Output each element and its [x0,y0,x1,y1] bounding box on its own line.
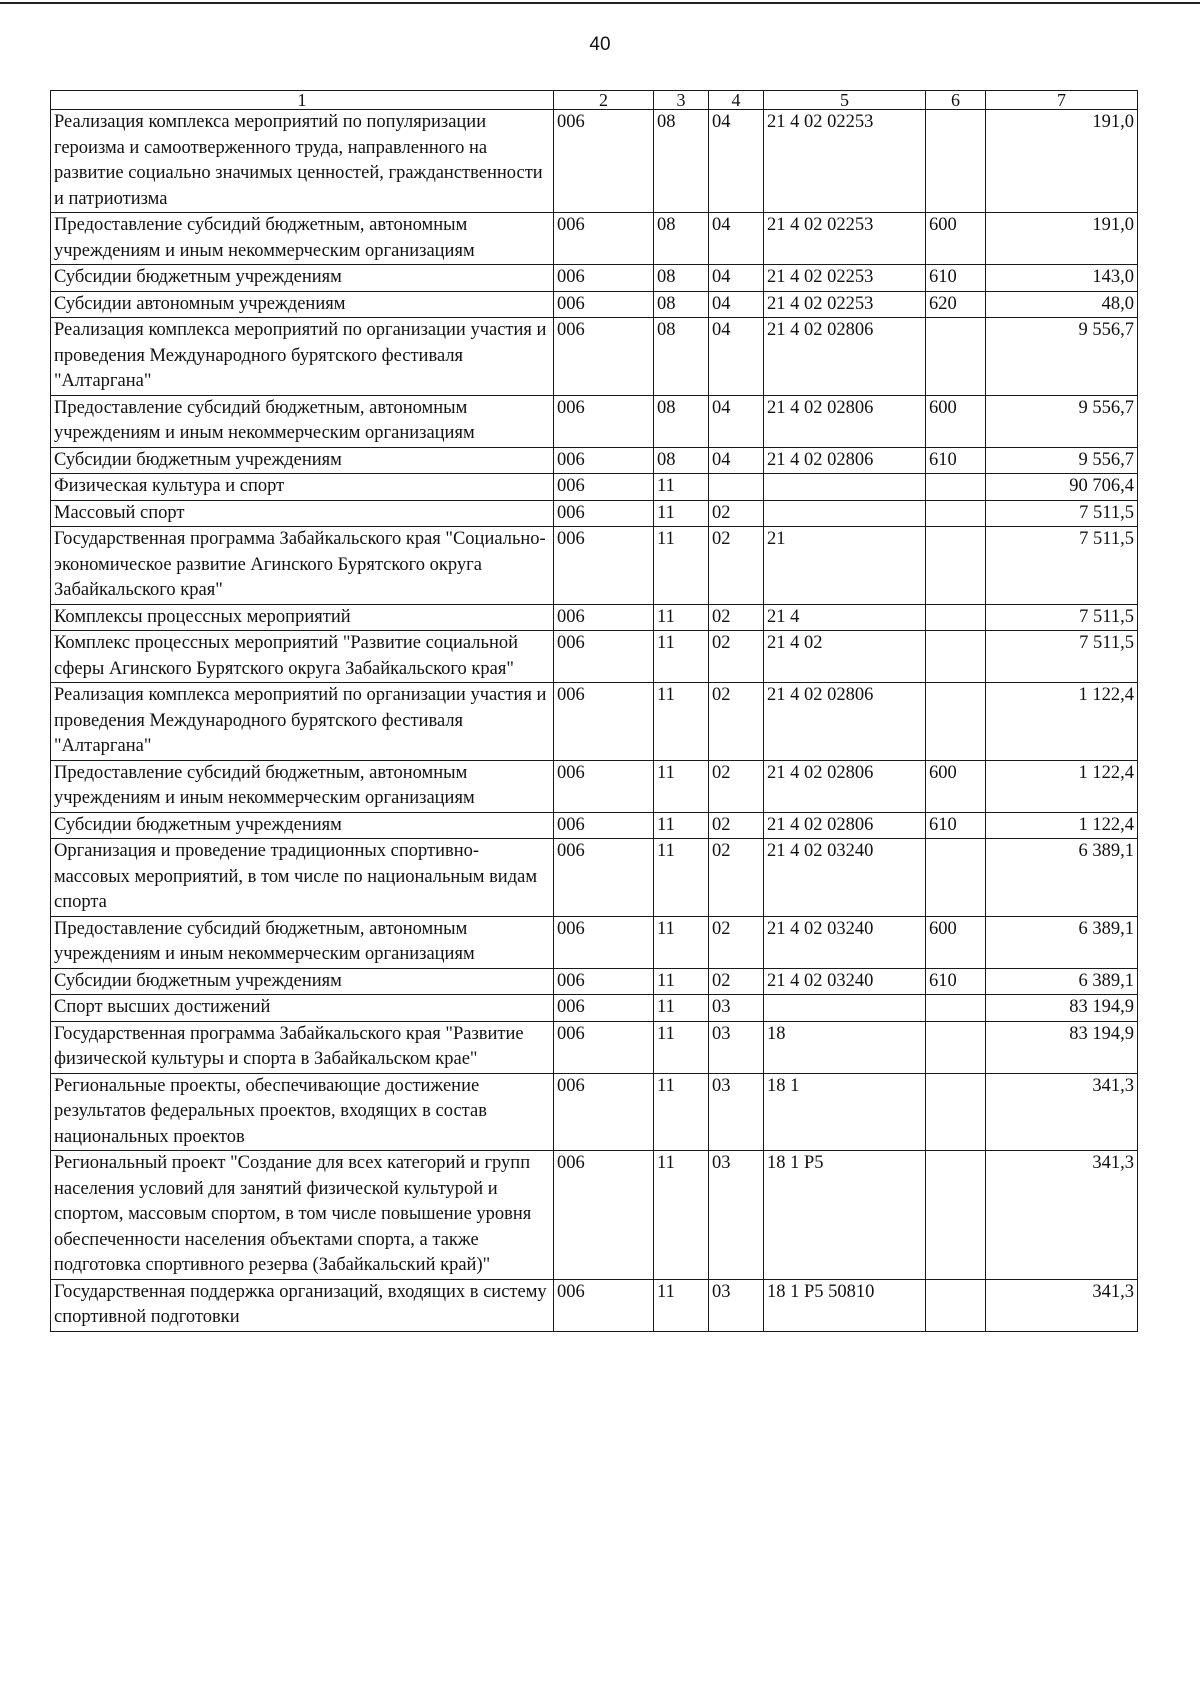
section-code-cell: 11 [654,1021,709,1073]
expense-type-cell: 600 [926,213,986,265]
grbs-code-cell: 006 [554,318,654,396]
expense-type-cell: 610 [926,812,986,839]
table-row [51,447,1138,474]
target-article-cell [764,995,926,1022]
section-code-cell: 11 [654,839,709,917]
subsection-code-cell: 02 [709,812,764,839]
grbs-code-cell: 006 [554,916,654,968]
table-row [51,631,1138,683]
expense-type-cell: 600 [926,760,986,812]
section-code-cell: 11 [654,1073,709,1151]
grbs-code-cell: 006 [554,527,654,605]
target-article-cell: 18 1 P5 [764,1151,926,1280]
section-code-cell: 11 [654,1151,709,1280]
grbs-code-cell: 006 [554,1279,654,1331]
table-row [51,500,1138,527]
item-name-cell: Спорт высших достижений [51,995,554,1022]
section-code-cell: 08 [654,447,709,474]
expense-type-cell [926,1021,986,1073]
item-name-cell: Комплексы процессных мероприятий [51,604,554,631]
grbs-code-cell: 006 [554,839,654,917]
item-name-cell: Государственная поддержка организаций, входящих в систему спортивной подготовки [51,1279,554,1331]
grbs-code-cell: 006 [554,995,654,1022]
target-article-cell: 21 4 02 03240 [764,968,926,995]
table-row [51,812,1138,839]
amount-cell: 7 511,5 [986,500,1138,527]
target-article-cell: 21 [764,527,926,605]
item-name-cell: Организация и проведение традиционных спортивно-массовых мероприятий, в том числе по национальным видам спорта [51,839,554,917]
section-code-cell: 11 [654,916,709,968]
amount-cell: 48,0 [986,291,1138,318]
target-article-cell: 21 4 [764,604,926,631]
amount-cell: 191,0 [986,110,1138,213]
table-row [51,110,1138,213]
section-code-cell: 11 [654,968,709,995]
subsection-code-cell: 04 [709,395,764,447]
grbs-code-cell: 006 [554,291,654,318]
grbs-code-cell: 006 [554,812,654,839]
subsection-code-cell: 02 [709,683,764,761]
item-name-cell: Субсидии бюджетным учреждениям [51,968,554,995]
item-name-cell: Предоставление субсидий бюджетным, автономным учреждениям и иным некоммерческим организациям [51,760,554,812]
target-article-cell: 21 4 02 02806 [764,395,926,447]
amount-cell: 1 122,4 [986,760,1138,812]
amount-cell: 90 706,4 [986,474,1138,501]
subsection-code-cell: 04 [709,318,764,396]
subsection-code-cell: 03 [709,1279,764,1331]
target-article-cell: 21 4 02 02253 [764,291,926,318]
page-number: 40 [589,34,611,55]
item-name-cell: Субсидии бюджетным учреждениям [51,265,554,292]
table-row [51,213,1138,265]
expense-type-cell [926,527,986,605]
grbs-code-cell: 006 [554,604,654,631]
amount-cell: 341,3 [986,1073,1138,1151]
amount-cell: 9 556,7 [986,318,1138,396]
section-code-cell: 11 [654,812,709,839]
subsection-code-cell: 02 [709,631,764,683]
amount-cell: 83 194,9 [986,1021,1138,1073]
table-row [51,395,1138,447]
item-name-cell: Субсидии бюджетным учреждениям [51,812,554,839]
item-name-cell: Региональные проекты, обеспечивающие достижение результатов федеральных проектов, входящих в состав национальных проектов [51,1073,554,1151]
header-cell: 6 [926,91,986,110]
item-name-cell: Государственная программа Забайкальского края "Социально-экономическое развитие Агинского Бурятского округа Забайкальского края" [51,527,554,605]
expense-type-cell [926,683,986,761]
grbs-code-cell: 006 [554,447,654,474]
expense-type-cell [926,474,986,501]
grbs-code-cell: 006 [554,395,654,447]
expense-type-cell [926,839,986,917]
section-code-cell: 11 [654,631,709,683]
grbs-code-cell: 006 [554,1073,654,1151]
expense-type-cell [926,995,986,1022]
table-row [51,1073,1138,1151]
target-article-cell: 21 4 02 [764,631,926,683]
grbs-code-cell: 006 [554,500,654,527]
amount-cell: 83 194,9 [986,995,1138,1022]
grbs-code-cell: 006 [554,1021,654,1073]
section-code-cell: 11 [654,1279,709,1331]
item-name-cell: Комплекс процессных мероприятий "Развитие социальной сферы Агинского Бурятского округа Забайкальского края" [51,631,554,683]
top-rule [0,2,1200,4]
target-article-cell: 18 1 [764,1073,926,1151]
subsection-code-cell: 02 [709,500,764,527]
section-code-cell: 08 [654,291,709,318]
header-cell: 1 [51,91,554,110]
expense-type-cell: 600 [926,916,986,968]
table-row [51,683,1138,761]
expense-type-cell: 620 [926,291,986,318]
table-row [51,968,1138,995]
table-row [51,318,1138,396]
expense-type-cell [926,1073,986,1151]
item-name-cell: Региональный проект "Создание для всех категорий и групп населения условий для занятий физической культурой и спортом, массовым спортом, в том числе повышение уровня обеспеченности населения объектами спорта, а также подготовка спортивного резерва (Забайкальский край)" [51,1151,554,1280]
grbs-code-cell: 006 [554,968,654,995]
table-row [51,1279,1138,1331]
subsection-code-cell: 02 [709,839,764,917]
section-code-cell: 11 [654,500,709,527]
target-article-cell: 18 1 P5 50810 [764,1279,926,1331]
header-cell: 5 [764,91,926,110]
target-article-cell: 21 4 02 02806 [764,760,926,812]
amount-cell: 7 511,5 [986,631,1138,683]
table-body [51,110,1138,1332]
subsection-code-cell: 02 [709,527,764,605]
section-code-cell: 08 [654,110,709,213]
item-name-cell: Государственная программа Забайкальского края "Развитие физической культуры и спорта в Забайкальском крае" [51,1021,554,1073]
expense-type-cell [926,631,986,683]
section-code-cell: 08 [654,265,709,292]
table-row [51,1151,1138,1280]
section-code-cell: 11 [654,604,709,631]
amount-cell: 9 556,7 [986,447,1138,474]
subsection-code-cell: 04 [709,110,764,213]
section-code-cell: 11 [654,474,709,501]
table-row [51,527,1138,605]
item-name-cell: Реализация комплекса мероприятий по популяризации героизма и самоотверженного труда, направленного на развитие социально значимых ценностей, гражданственности и патриотизма [51,110,554,213]
expense-type-cell [926,500,986,527]
target-article-cell: 21 4 02 02806 [764,812,926,839]
target-article-cell: 21 4 02 02806 [764,447,926,474]
target-article-cell: 21 4 02 02806 [764,683,926,761]
amount-cell: 1 122,4 [986,683,1138,761]
target-article-cell [764,474,926,501]
subsection-code-cell: 02 [709,968,764,995]
header-cell: 4 [709,91,764,110]
section-code-cell: 08 [654,395,709,447]
target-article-cell: 21 4 02 02253 [764,110,926,213]
subsection-code-cell: 03 [709,1021,764,1073]
item-name-cell: Реализация комплекса мероприятий по организации участия и проведения Международного бурятского фестиваля "Алтаргана" [51,318,554,396]
amount-cell: 7 511,5 [986,604,1138,631]
amount-cell: 191,0 [986,213,1138,265]
header-row [51,91,1138,110]
expense-type-cell [926,1279,986,1331]
section-code-cell: 11 [654,683,709,761]
expense-type-cell: 610 [926,447,986,474]
amount-cell: 6 389,1 [986,839,1138,917]
grbs-code-cell: 006 [554,631,654,683]
amount-cell: 6 389,1 [986,968,1138,995]
grbs-code-cell: 006 [554,213,654,265]
budget-table [50,90,1138,1332]
amount-cell: 9 556,7 [986,395,1138,447]
subsection-code-cell [709,474,764,501]
expense-type-cell [926,110,986,213]
expense-type-cell: 610 [926,265,986,292]
header-cell: 3 [654,91,709,110]
expense-type-cell: 610 [926,968,986,995]
item-name-cell: Физическая культура и спорт [51,474,554,501]
table-row [51,1021,1138,1073]
item-name-cell: Предоставление субсидий бюджетным, автономным учреждениям и иным некоммерческим организациям [51,395,554,447]
expense-type-cell: 600 [926,395,986,447]
item-name-cell: Массовый спорт [51,500,554,527]
target-article-cell: 21 4 02 03240 [764,839,926,917]
section-code-cell: 11 [654,760,709,812]
amount-cell: 1 122,4 [986,812,1138,839]
grbs-code-cell: 006 [554,683,654,761]
section-code-cell: 08 [654,318,709,396]
subsection-code-cell: 04 [709,265,764,292]
amount-cell: 6 389,1 [986,916,1138,968]
target-article-cell: 21 4 02 03240 [764,916,926,968]
subsection-code-cell: 03 [709,995,764,1022]
table-row [51,265,1138,292]
section-code-cell: 08 [654,213,709,265]
table-row [51,839,1138,917]
item-name-cell: Реализация комплекса мероприятий по организации участия и проведения Международного бурятского фестиваля "Алтаргана" [51,683,554,761]
target-article-cell: 18 [764,1021,926,1073]
item-name-cell: Предоставление субсидий бюджетным, автономным учреждениям и иным некоммерческим организациям [51,916,554,968]
target-article-cell: 21 4 02 02253 [764,265,926,292]
target-article-cell [764,500,926,527]
table-row [51,916,1138,968]
grbs-code-cell: 006 [554,474,654,501]
target-article-cell: 21 4 02 02253 [764,213,926,265]
expense-type-cell [926,1151,986,1280]
item-name-cell: Субсидии бюджетным учреждениям [51,447,554,474]
section-code-cell: 11 [654,527,709,605]
amount-cell: 341,3 [986,1151,1138,1280]
grbs-code-cell: 006 [554,110,654,213]
section-code-cell: 11 [654,995,709,1022]
amount-cell: 7 511,5 [986,527,1138,605]
table-row [51,291,1138,318]
header-cell: 2 [554,91,654,110]
amount-cell: 341,3 [986,1279,1138,1331]
grbs-code-cell: 006 [554,760,654,812]
expense-type-cell [926,604,986,631]
grbs-code-cell: 006 [554,1151,654,1280]
subsection-code-cell: 04 [709,213,764,265]
subsection-code-cell: 02 [709,760,764,812]
table-row [51,760,1138,812]
item-name-cell: Предоставление субсидий бюджетным, автономным учреждениям и иным некоммерческим организациям [51,213,554,265]
subsection-code-cell: 03 [709,1151,764,1280]
target-article-cell: 21 4 02 02806 [764,318,926,396]
subsection-code-cell: 03 [709,1073,764,1151]
subsection-code-cell: 02 [709,604,764,631]
subsection-code-cell: 02 [709,916,764,968]
table-row [51,995,1138,1022]
table-row [51,604,1138,631]
subsection-code-cell: 04 [709,447,764,474]
header-cell: 7 [986,91,1138,110]
grbs-code-cell: 006 [554,265,654,292]
item-name-cell: Субсидии автономным учреждениям [51,291,554,318]
expense-type-cell [926,318,986,396]
subsection-code-cell: 04 [709,291,764,318]
amount-cell: 143,0 [986,265,1138,292]
table-row [51,474,1138,501]
